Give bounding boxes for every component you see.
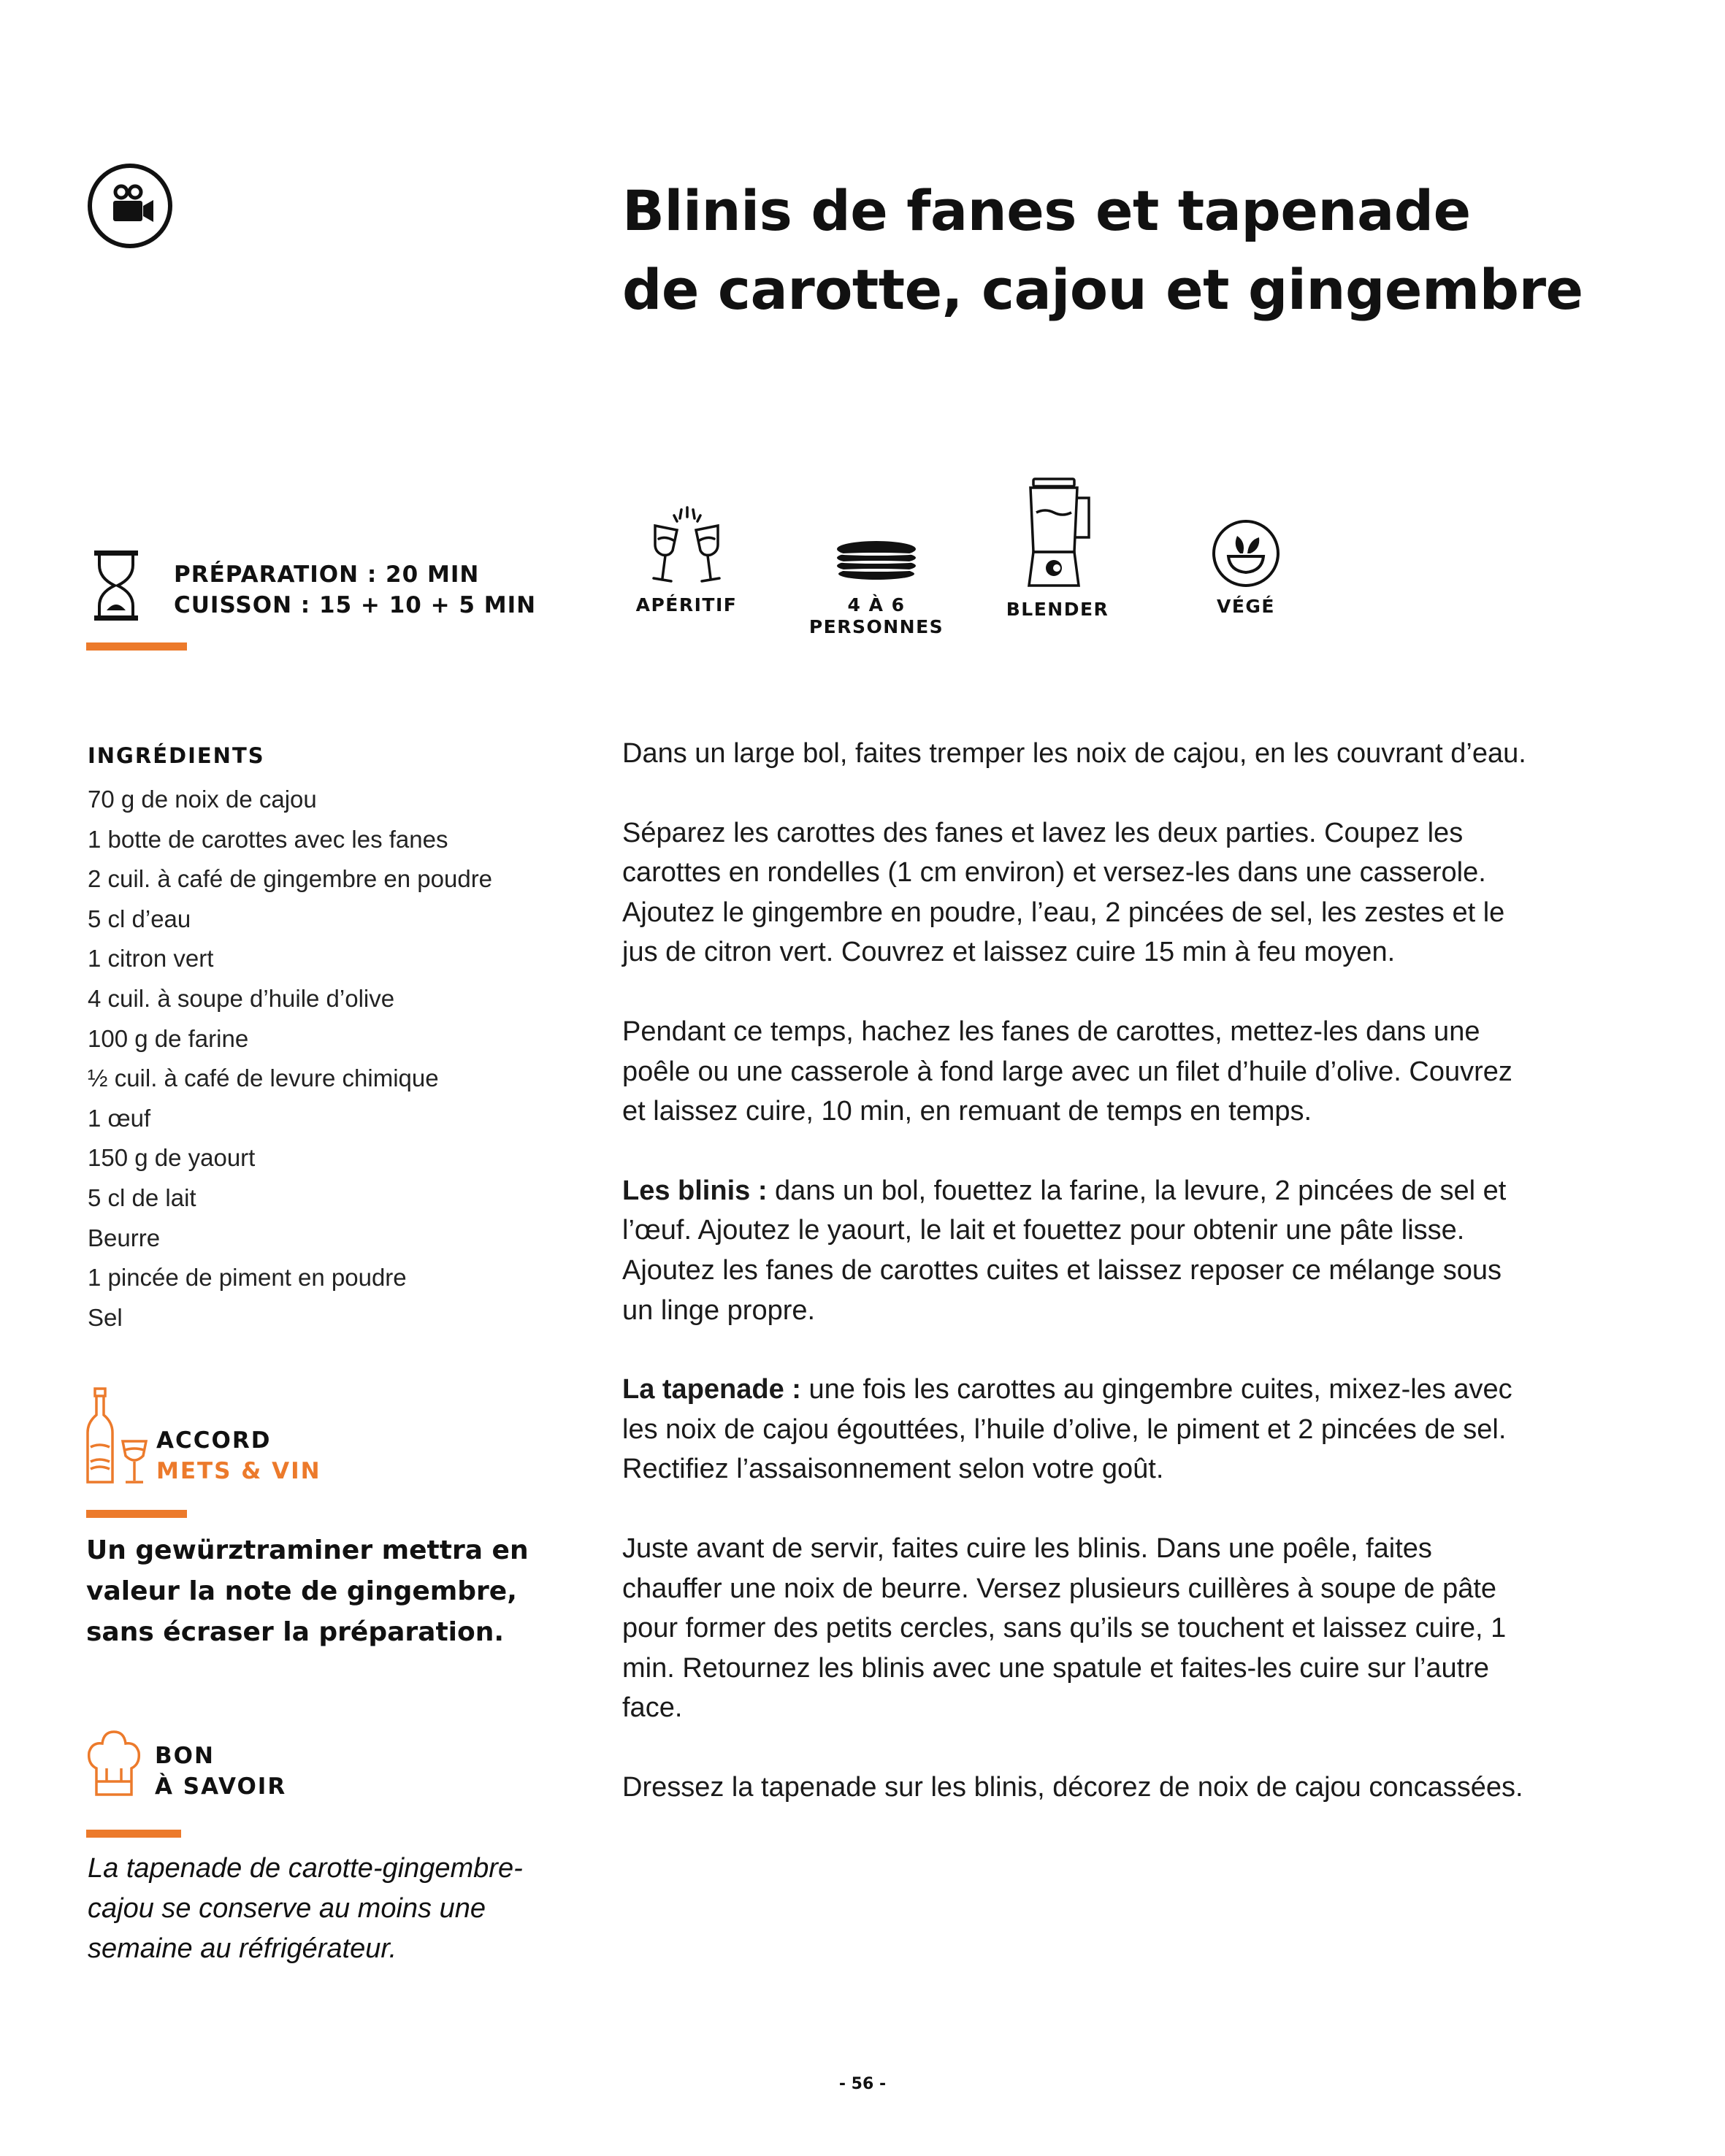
ingredient-item: 2 cuil. à café de gingembre en poudre [88, 865, 493, 893]
step-text: dans un bol, fouettez la farine, la levure, 2 pincées de sel et l’œuf. Ajoutez le yaourt, le lait et fouettez pour obtenir une pâte lisse. Ajoutez les fanes de carottes cuites et laissez reposer ce mélange sous un linge propre. [622, 1175, 1507, 1326]
ingredient-item: 70 g de noix de cajou [88, 786, 317, 813]
wine-bottle-glass-icon [85, 1386, 152, 1490]
ingredient-item: ½ cuil. à café de levure chimique [88, 1064, 439, 1092]
vegetarian-leaves-bowl-icon [1211, 518, 1281, 588]
wine-pairing-text: Un gewürztraminer mettra en valeur la note de gingembre, sans écraser la préparation. [86, 1535, 529, 1647]
wine-glasses-toast-icon [639, 504, 734, 591]
orange-divider [86, 1830, 181, 1838]
feature-label-vege: VÉGÉ [1216, 596, 1276, 617]
step-text: Séparez les carottes des fanes et lavez les deux parties. Coupez les carottes en rondelles (1 cm environ) et versez-les dans une casserole. Ajoutez le gingembre en poudre, l’eau, 2 pincées de sel, les zestes et le jus de citron vert. Couvrez et laissez cuire 15 min à feu moyen. [622, 817, 1505, 968]
ingredient-item: 5 cl d’eau [88, 905, 191, 932]
accord-heading-line1: ACCORD [156, 1427, 272, 1454]
accord-heading [156, 1425, 321, 1486]
recipe-step [622, 1529, 1528, 1728]
chef-hat-icon [86, 1727, 142, 1801]
ingredient-item: 5 cl de lait [88, 1184, 196, 1211]
timing-block [174, 559, 536, 621]
ingredient-item: 100 g de farine [88, 1024, 249, 1052]
recipe-step [622, 734, 1528, 774]
bon-a-savoir-heading [155, 1741, 286, 1802]
step-text: Dans un large bol, faites tremper les noix de cajou, en les couvrant d’eau. [622, 738, 1526, 769]
feature-label-people: 4 À 6 PERSONNES [808, 594, 944, 637]
ingredient-item: 1 citron vert [88, 945, 214, 972]
ingredient-item: 1 botte de carottes avec les fanes [88, 825, 448, 853]
bon-heading-line2: À SAVOIR [155, 1773, 287, 1800]
cooking-time: CUISSON : 15 + 10 + 5 MIN [174, 592, 537, 618]
feature-label-blender: BLENDER [1006, 599, 1109, 620]
recipe-title [622, 172, 1583, 329]
ingredients-title: INGRÉDIENTS [88, 743, 265, 768]
hourglass-icon [92, 549, 140, 622]
accord-heading-line2: METS & VIN [156, 1458, 321, 1484]
step-lead: Les blinis : [622, 1175, 768, 1206]
recipe-step [622, 1012, 1528, 1132]
blender-icon [1017, 476, 1098, 593]
step-text: Juste avant de servir, faites cuire les blinis. Dans une poêle, faites chauffer une noix de beurre. Versez plusieurs cuillères à soupe de pâte pour former des petits cercles, sans qu’ils se touchent et laissez cuire, 1 min. Retournez les blinis avec une spatule et faites-les cuire sur l’autre face. [622, 1532, 1507, 1724]
orange-divider [86, 1510, 187, 1518]
ingredient-item: Sel [88, 1303, 123, 1331]
ingredient-item: 1 œuf [88, 1104, 151, 1132]
step-text: une fois les carottes au gingembre cuites, mixez-les avec les noix de cajou égouttées, l’huile d’olive, le piment et 2 pincées de sel. Rectifiez l’assaisonnement selon votre goût. [622, 1374, 1512, 1485]
orange-divider [86, 642, 187, 651]
feature-blender [984, 476, 1131, 621]
video-camera-icon[interactable] [86, 162, 174, 250]
title-line-1: Blinis de fanes et tapenade [622, 178, 1471, 243]
page-number: - 56 - [838, 2075, 887, 2093]
feature-people [803, 504, 949, 638]
bon-heading-line1: BON [155, 1743, 215, 1769]
ingredient-item: 1 pincée de piment en poudre [88, 1264, 407, 1292]
bon-a-savoir-text: La tapenade de carotte-gingembre-cajou se conserve au moins une semaine au réfrigérateur. [88, 1853, 523, 1964]
preparation-time: PRÉPARATION : 20 MIN [174, 561, 480, 588]
stacked-plates-icon [829, 504, 924, 591]
ingredient-item: 4 cuil. à soupe d’huile d’olive [88, 984, 395, 1012]
step-text: Dressez la tapenade sur les blinis, décorez de noix de cajou concassées. [622, 1771, 1523, 1803]
ingredients-list [88, 780, 492, 1338]
recipe-step [622, 1171, 1528, 1330]
step-lead: La tapenade : [622, 1374, 801, 1405]
step-text: Pendant ce temps, hachez les fanes de carottes, mettez-les dans une poêle ou une casserole à fond large avec un filet d’huile d’olive. Couvrez et laissez cuire, 10 min, en remuant de temps en temps. [622, 1016, 1512, 1127]
feature-aperitif [613, 504, 760, 616]
ingredient-item: 150 g de yaourt [88, 1144, 256, 1172]
recipe-step [622, 1370, 1528, 1489]
title-line-2: de carotte, cajou et gingembre [622, 257, 1583, 322]
feature-label-aperitif: APÉRITIF [635, 594, 738, 615]
feature-vege [1173, 518, 1319, 618]
recipe-step [622, 813, 1528, 972]
recipe-step [622, 1768, 1528, 1808]
recipe-steps [622, 734, 1528, 1846]
ingredient-item: Beurre [88, 1224, 161, 1251]
